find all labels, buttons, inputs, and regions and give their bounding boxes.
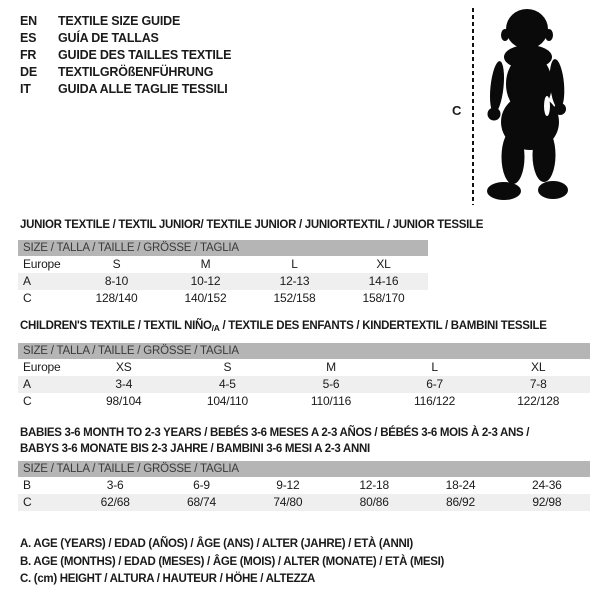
row-label: C (23, 394, 32, 408)
language-label: TEXTILE SIZE GUIDE (58, 14, 181, 28)
height-cell: 140/152 (184, 291, 227, 305)
row-label: C (23, 291, 32, 305)
age-cell: 12-18 (359, 478, 390, 492)
table-row-europe (18, 256, 428, 273)
language-label: TEXTILGRÖßENFÜHRUNG (58, 65, 214, 79)
height-cell: 116/122 (414, 394, 456, 408)
children-size-table (18, 343, 590, 410)
size-cell: XL (531, 360, 546, 374)
age-cell: 12-13 (279, 274, 310, 288)
size-header-bar: SIZE / TALLA / TAILLE / GRÖSSE / TAGLIA (18, 240, 428, 256)
language-code: DE (20, 65, 37, 79)
age-cell: 18-24 (445, 478, 476, 492)
junior-table-title: JUNIOR TEXTILE / TEXTIL JUNIOR/ TEXTILE JUNIOR / JUNIORTEXTIL / JUNIOR TESSILE (20, 219, 484, 231)
age-cell: 14-16 (368, 274, 399, 288)
legend-footnotes (20, 536, 444, 589)
language-row-fr (20, 47, 231, 64)
language-code: IT (20, 82, 31, 96)
size-cell: XS (115, 360, 132, 374)
table-row-age-years (18, 376, 590, 393)
footnote-age-years: A. AGE (YEARS) / EDAD (AÑOS) / ÂGE (ANS) / ALTER (JAHRE) / ETÀ (ANNI) (20, 538, 413, 550)
size-header-bar: SIZE / TALLA / TAILLE / GRÖSSE / TAGLIA (18, 461, 590, 477)
age-cell: 4-5 (219, 377, 236, 391)
age-cell: 24-36 (531, 478, 562, 492)
age-cell: 7-8 (529, 377, 547, 391)
height-marker-label: C (452, 103, 462, 118)
footnote-height: C. (cm) HEIGHT / ALTURA / HAUTEUR / HÖHE / ALTEZZA (20, 573, 316, 585)
size-cell: L (291, 257, 298, 271)
language-code: FR (20, 48, 37, 62)
language-code: ES (20, 31, 37, 45)
children-title-part: CHILDREN'S TEXTILE / TEXTIL NIÑO (20, 320, 212, 332)
height-cell: 98/104 (106, 394, 142, 408)
language-label: GUÍA DE TALLAS (58, 31, 159, 45)
language-label: GUIDA ALLE TAGLIE TESSILI (58, 82, 228, 96)
age-cell: 6-7 (426, 377, 443, 391)
language-list (20, 13, 231, 98)
age-cell: 8-10 (104, 274, 129, 288)
height-measure-dashed-line (472, 8, 474, 205)
age-cell: 9-12 (276, 478, 300, 492)
size-cell: L (431, 360, 438, 374)
height-cell: 62/68 (100, 495, 130, 509)
language-row-it (20, 81, 231, 98)
age-cell: 6-9 (193, 478, 210, 492)
row-label: B (23, 478, 31, 492)
height-cell: 86/92 (445, 495, 475, 509)
language-code: EN (20, 14, 37, 28)
height-cell: 158/170 (362, 291, 405, 305)
table-row-height-cm (18, 494, 590, 511)
footnote-age-months: B. AGE (MONTHS) / EDAD (MESES) / ÂGE (MOIS) / ALTER (MONATE) / ETÀ (MESI) (20, 555, 445, 568)
babies-table-title (20, 425, 529, 457)
row-label: Europe (23, 257, 61, 271)
children-title-part: / TEXTILE DES ENFANTS / KINDERTEXTIL / BAMBINI TESSILE (219, 320, 547, 332)
row-label: Europe (23, 360, 61, 374)
height-cell: 68/74 (186, 495, 216, 509)
row-label: C (23, 495, 32, 509)
height-cell: 128/140 (95, 291, 138, 305)
babies-title-line1: BABIES 3-6 MONTH TO 2-3 YEARS / BEBÉS 3-6 MESES A 2-3 AÑOS / BÉBÉS 3-6 MOIS À 2-3 ANS / (20, 427, 530, 439)
table-row-height-cm (18, 393, 590, 410)
table-row-europe (18, 359, 590, 376)
size-cell: M (326, 360, 336, 374)
age-cell: 3-6 (106, 478, 124, 492)
baby-silhouette-icon (484, 9, 576, 203)
junior-size-table (18, 240, 428, 307)
table-row-height-cm (18, 290, 428, 307)
size-cell: S (223, 360, 232, 374)
size-cell: S (112, 257, 121, 271)
height-cell: 110/116 (310, 394, 352, 408)
height-cell: 152/158 (273, 291, 316, 305)
table-row-age-months (18, 477, 590, 494)
size-cell: M (200, 257, 211, 271)
age-cell: 10-12 (190, 274, 221, 288)
row-label: A (23, 377, 31, 391)
size-cell: XL (376, 257, 391, 271)
children-table-title (20, 318, 547, 336)
language-label: GUIDE DES TAILLES TEXTILE (58, 48, 232, 62)
age-cell: 5-6 (322, 377, 340, 391)
height-cell: 122/128 (517, 394, 560, 408)
size-header-bar: SIZE / TALLA / TAILLE / GRÖSSE / TAGLIA (18, 343, 590, 359)
language-row-es (20, 30, 231, 47)
language-row-de (20, 64, 231, 81)
children-title-subscript: /A (211, 323, 220, 333)
babies-size-table (18, 461, 590, 511)
height-cell: 104/110 (206, 394, 248, 408)
language-row-en (20, 13, 231, 30)
height-cell: 92/98 (532, 495, 562, 509)
age-cell: 3-4 (115, 377, 133, 391)
height-cell: 74/80 (273, 495, 303, 509)
height-cell: 80/86 (359, 495, 389, 509)
babies-title-line2: BABYS 3-6 MONATE BIS 2-3 JAHRE / BAMBINI 3-6 MESI A 2-3 ANNI (20, 443, 370, 455)
row-label: A (23, 274, 31, 288)
table-row-age-years (18, 273, 428, 290)
